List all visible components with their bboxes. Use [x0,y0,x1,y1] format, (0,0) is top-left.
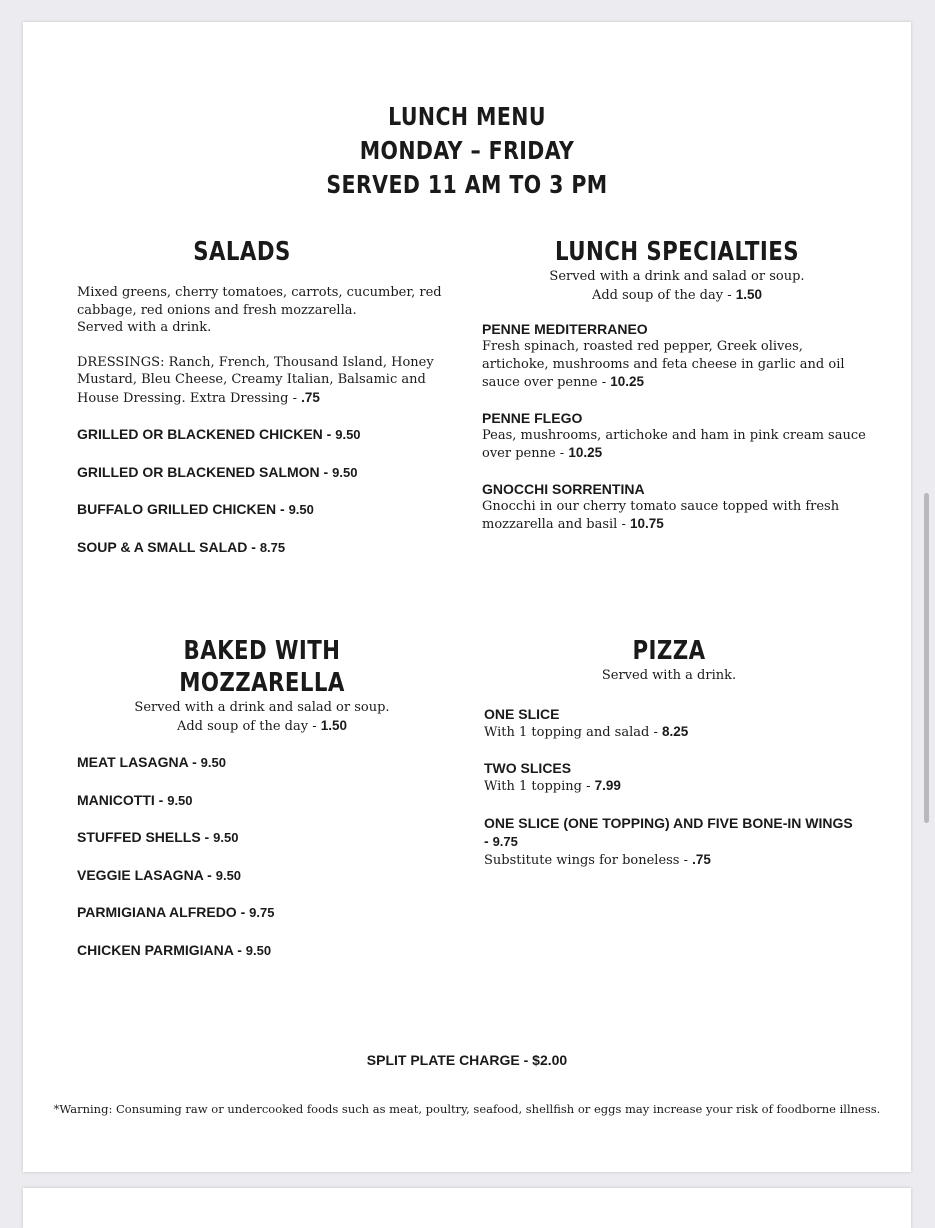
item-name-text: ONE SLICE (ONE TOPPING) AND FIVE BONE-IN WINGS [484,814,853,831]
menu-item: SOUP & A SMALL SALAD - 8.75 [77,538,286,555]
item-description-text: Fresh spinach, roasted red pepper, Greek olives, artichoke, mushrooms and feta cheese in garlic and oil sauce over penne - [482,339,845,390]
item-name: VEGGIE LASAGNA [77,866,204,883]
menu-item: GRILLED OR BLACKENED SALMON - 9.50 [77,463,358,480]
item-price: 9.50 [213,830,239,845]
menu-title-line: LUNCH MENU [388,102,546,131]
item-name: MANICOTTI [77,791,155,808]
baked-served-with: Served with a drink and salad or soup. [134,700,390,715]
item-price: 10.75 [630,516,664,531]
item-description [482,427,872,463]
specialties-subtitle [482,268,872,304]
menu-item: STUFFED SHELLS - 9.50 [77,829,239,845]
menu-item [482,409,872,463]
specialties-served-with: Served with a drink and salad or soup. [549,269,805,284]
menu-item [484,759,854,796]
item-name: STUFFED SHELLS [77,829,201,845]
menu-item: CHICKEN PARMIGIANA - 9.50 [77,941,272,958]
item-extra-price: .75 [692,851,711,867]
item-name: MEAT LASAGNA [77,754,189,770]
next-page-edge [23,1188,911,1228]
item-name: GNOCCHI SORRENTINA [482,480,645,497]
item-name: GRILLED OR BLACKENED SALMON [77,463,320,480]
baked-section [77,635,447,978]
item-description-text: Substitute wings for boneless - [484,852,693,868]
pizza-subtitle: Served with a drink. [601,668,737,683]
item-description [482,498,872,534]
menu-item: VEGGIE LASAGNA - 9.50 [77,866,242,883]
specialties-heading: LUNCH SPECIALTIES [555,237,799,267]
dressings-text [77,354,447,408]
menu-page [23,22,911,1172]
foodborne-warning: *Warning: Consuming raw or undercooked foods such as meat, poultry, seafood, shellfish or eggs may increase your risk of foodborne illness. [53,1102,881,1116]
menu-item: MEAT LASAGNA - 9.50 [77,754,226,770]
item-price: 9.75 [492,833,518,849]
item-name: CHICKEN PARMIGIANA [77,941,234,958]
item-price: 8.25 [662,723,689,739]
specialties-section [482,236,872,534]
menu-item: GRILLED OR BLACKENED CHICKEN - 9.50 [77,426,361,442]
item-name: ONE SLICE [484,705,560,722]
item-name: BUFFALO GRILLED CHICKEN [77,501,277,517]
item-price: 9.50 [288,502,314,517]
menu-title [103,100,831,202]
dressings-list: DRESSINGS: Ranch, French, Thousand Island, Honey Mustard, Bleu Cheese, Creamy Italian, Balsamic and House Dressing. Extra Dressing - [77,354,434,406]
menu-item [482,480,872,534]
baked-soup-price: 1.50 [320,717,348,733]
dressings-price: .75 [301,389,320,405]
item-price: 10.25 [568,445,603,460]
item-price: 7.99 [594,778,621,793]
item-description-text: Gnocchi in our cherry tomato sauce topped with fresh mozzarella and basil - [482,498,840,532]
item-price: 9.50 [200,755,226,770]
salads-section [77,236,447,575]
menu-item [482,320,872,392]
menu-days-line: MONDAY – FRIDAY [359,136,575,165]
item-price: 9.50 [215,867,242,883]
split-plate-charge: SPLIT PLATE CHARGE - $2.00 [366,1052,568,1068]
item-name: SOUP & A SMALL SALAD [77,538,248,555]
item-name: TWO SLICES [484,760,572,776]
menu-item: BUFFALO GRILLED CHICKEN - 9.50 [77,501,314,517]
salads-ingredients: Mixed greens, cherry tomatoes, carrots, cucumber, red cabbage, red onions and fresh mozzarella. [77,285,442,318]
menu-item [484,814,854,870]
item-name: PARMIGIANA ALFREDO [77,904,237,920]
item-name: GRILLED OR BLACKENED CHICKEN [77,426,323,442]
item-price: 9.50 [167,792,193,808]
item-description [484,777,854,796]
specialties-add-soup: Add soup of the day - [591,287,736,303]
pizza-heading: PIZZA [632,636,706,666]
specialties-soup-price: 1.50 [735,286,763,302]
scrollbar-thumb[interactable] [924,493,929,823]
item-name: ONE SLICE (ONE TOPPING) AND FIVE BONE-IN WINGS - 9.75 [484,814,853,849]
item-price: 9.50 [332,464,358,480]
item-name: PENNE MEDITERRANEO [482,321,648,337]
item-description-text: With 1 topping - [484,779,595,794]
baked-heading: BAKED WITH MOZZARELLA [179,636,345,698]
menu-item: MANICOTTI - 9.50 [77,791,193,808]
pizza-section [484,635,854,869]
menu-item: PARMIGIANA ALFREDO - 9.75 [77,904,275,920]
item-price: 9.75 [249,905,275,920]
item-price: 9.50 [245,942,272,958]
baked-subtitle [77,699,447,735]
baked-add-soup: Add soup of the day - [176,718,321,734]
item-price: 10.25 [610,374,645,389]
salads-description [77,284,447,337]
menu-hours-line: SERVED 11 AM TO 3 PM [326,170,608,199]
salads-heading: SALADS [193,237,291,267]
item-description [482,338,872,392]
menu-item [484,705,854,742]
item-name: PENNE FLEGO [482,409,583,426]
salads-served-with: Served with a drink. [77,320,212,335]
item-description [484,851,854,870]
item-description-text: Peas, mushrooms, artichoke and ham in pink cream sauce over penne - [482,427,866,461]
item-description [484,723,854,742]
item-price: 9.50 [335,427,361,442]
item-description-text: With 1 topping and salad - [484,724,662,740]
item-price: 8.75 [259,539,286,555]
